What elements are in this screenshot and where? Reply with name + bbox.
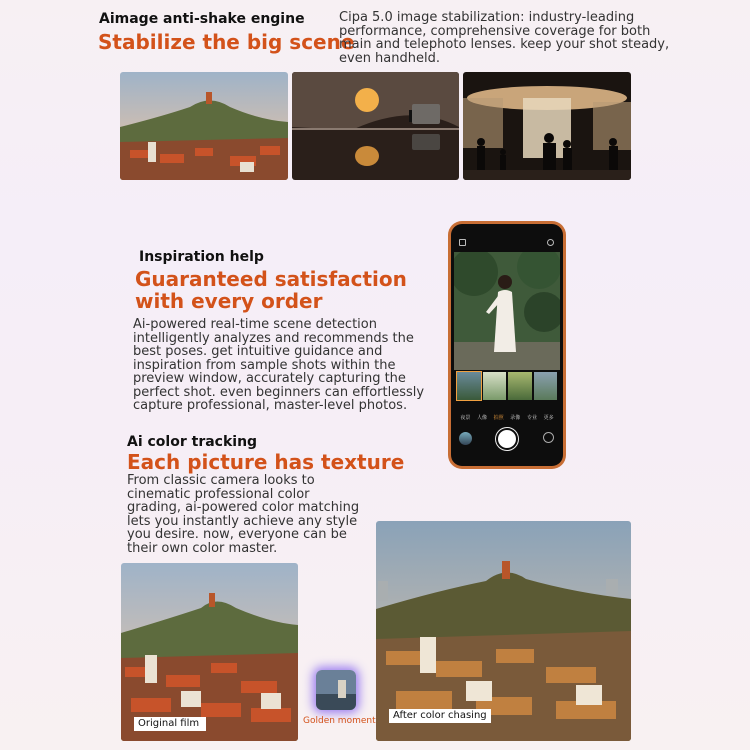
caption-original: Original film xyxy=(134,717,206,731)
sample-shot-strip[interactable] xyxy=(457,372,557,400)
original-film-photo xyxy=(121,563,298,741)
fountain-silhouette-photo xyxy=(463,72,631,180)
sample-shot-1[interactable] xyxy=(457,372,481,400)
gallery-thumbnail[interactable] xyxy=(459,432,472,445)
golden-moment-thumbnail[interactable] xyxy=(316,670,356,710)
mode-more[interactable]: 更多 xyxy=(543,415,554,421)
section1-kicker: Aimage anti-shake engine xyxy=(99,11,305,27)
mode-portrait[interactable]: 人像 xyxy=(476,415,487,421)
flash-icon xyxy=(459,239,466,246)
mode-photo[interactable]: 拍照 xyxy=(493,415,504,421)
section3-kicker: Ai color tracking xyxy=(127,434,258,450)
section2-description: Ai-powered real-time scene detection intelligently analyzes and recommends the best poses. get intuitive guidance and inspiration from sample shots within the preview window, accurately capturing the perfect shot. even beginners can effortlessly capture professional, master-level photos. xyxy=(133,317,425,413)
caption-golden: Golden moment xyxy=(303,716,376,726)
shutter-button[interactable] xyxy=(498,430,516,448)
caption-after: After color chasing xyxy=(389,709,491,723)
after-color-photo xyxy=(376,521,631,741)
section1-headline: Stabilize the big scene xyxy=(98,30,355,54)
section2-headline: Guaranteed satisfaction with every order xyxy=(135,267,407,313)
sample-shot-3[interactable] xyxy=(508,372,532,400)
settings-icon xyxy=(547,239,554,246)
mode-night[interactable]: 夜景 xyxy=(460,415,471,421)
section1-description: Cipa 5.0 image stabilization: industry-leading performance, comprehensive coverage for both main and telephoto lenses. keep your shot steady, even handheld. xyxy=(339,10,670,66)
camera-mode-bar xyxy=(451,414,563,421)
camera-screen xyxy=(451,224,563,466)
phone-mockup xyxy=(448,221,566,469)
city-hill-photo xyxy=(120,72,288,180)
section3-description: From classic camera looks to cinematic professional color grading, ai-powered color matching lets you instantly achieve any style you desire. now, everyone can be their own color master. xyxy=(127,473,360,556)
section3-headline: Each picture has texture xyxy=(127,450,405,474)
sample-shot-2[interactable] xyxy=(483,372,507,400)
switch-camera-icon[interactable] xyxy=(543,432,554,443)
mode-video[interactable]: 录像 xyxy=(510,415,521,421)
viewfinder xyxy=(454,252,560,370)
tunnel-reflection-photo xyxy=(292,72,459,180)
sample-shot-4[interactable] xyxy=(534,372,558,400)
mode-pro[interactable]: 专业 xyxy=(526,415,537,421)
section2-kicker: Inspiration help xyxy=(139,249,264,265)
